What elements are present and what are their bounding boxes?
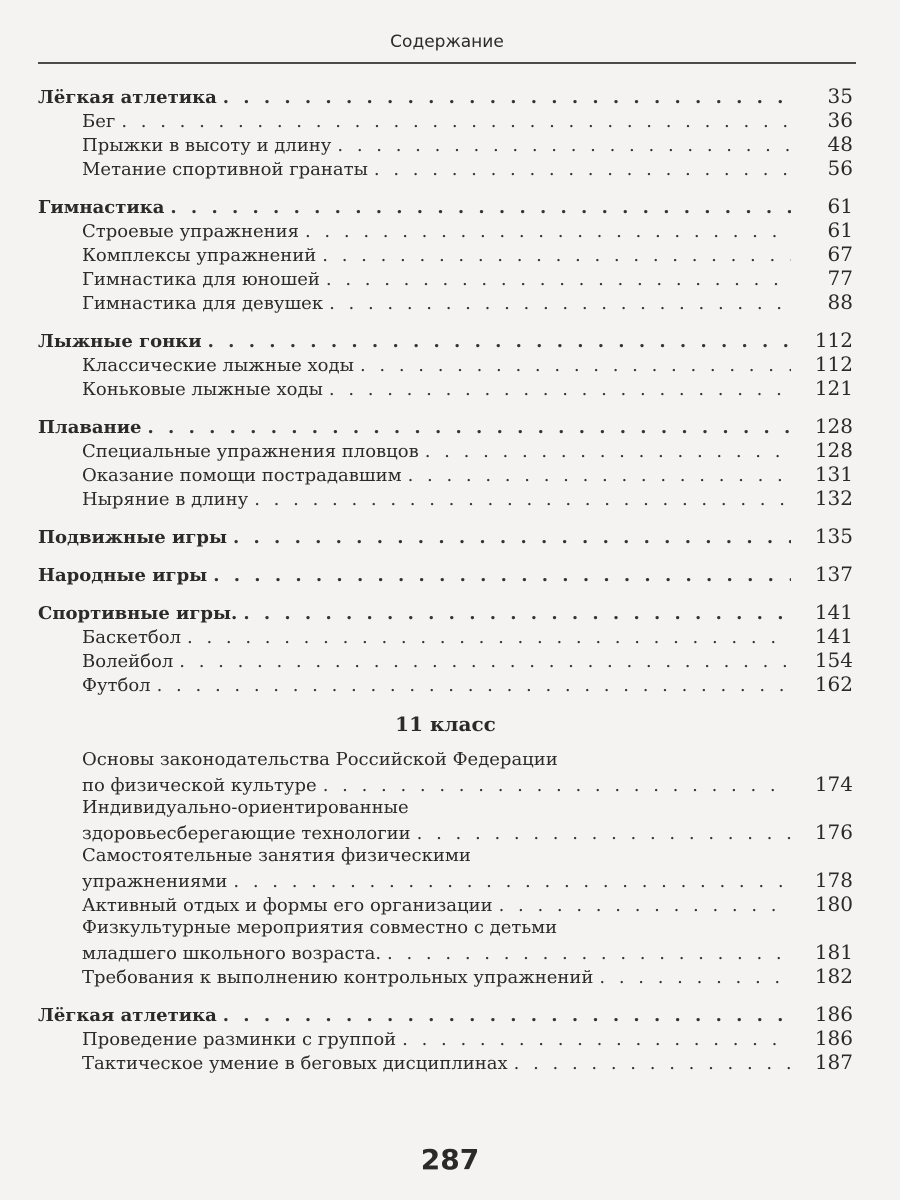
toc-item[interactable] xyxy=(38,820,853,844)
toc-item[interactable] xyxy=(38,376,853,400)
dot-leader xyxy=(243,602,791,626)
page-number: 176 xyxy=(814,820,853,844)
section-title: Подвижные игры xyxy=(38,527,227,548)
dot-leader xyxy=(213,564,791,588)
dot-leader xyxy=(337,134,791,158)
page-number: 187 xyxy=(814,1050,853,1074)
dot-leader xyxy=(425,440,791,464)
page-number: 67 xyxy=(827,242,853,266)
page-number: 178 xyxy=(814,868,853,892)
page-number: 174 xyxy=(814,772,853,796)
item-title: Гимнастика для юношей xyxy=(82,269,320,290)
toc-item[interactable] xyxy=(38,892,853,916)
page-number: 182 xyxy=(814,964,853,988)
toc-item[interactable] xyxy=(38,462,853,486)
class-heading: 11 класс xyxy=(395,712,496,736)
item-title: Классические лыжные ходы xyxy=(82,355,354,376)
section-title: Народные игры xyxy=(38,565,208,586)
section-title: Спортивные игры. xyxy=(38,603,238,624)
toc-item[interactable] xyxy=(38,940,853,964)
item-title: Футбол xyxy=(82,675,151,696)
item-title: Прыжки в высоту и длину xyxy=(82,135,332,156)
toc-item[interactable] xyxy=(38,242,853,266)
toc-section[interactable] xyxy=(38,1002,853,1026)
toc-item-line1: Физкультурные мероприятия совместно с детьми xyxy=(82,917,558,938)
page-number: 128 xyxy=(814,438,853,462)
toc-item[interactable] xyxy=(38,486,853,510)
page-number: 56 xyxy=(827,156,853,180)
item-title: Требования к выполнению контрольных упражнений xyxy=(82,967,594,988)
page-number: 132 xyxy=(814,486,853,510)
toc-item[interactable] xyxy=(38,156,853,180)
toc-item[interactable] xyxy=(38,1050,853,1074)
item-title: Проведение разминки с группой xyxy=(82,1029,397,1050)
running-header xyxy=(38,28,856,64)
page-number: 121 xyxy=(814,376,853,400)
page-number: 48 xyxy=(827,132,853,156)
toc-item[interactable] xyxy=(38,290,853,314)
page-number: 77 xyxy=(827,266,853,290)
page-number: 36 xyxy=(827,108,853,132)
toc-item[interactable] xyxy=(38,132,853,156)
item-title: Баскетбол xyxy=(82,627,182,648)
item-title: упражнениями xyxy=(82,871,228,892)
dot-leader xyxy=(387,942,791,966)
toc-section[interactable] xyxy=(38,84,853,108)
page-number: 180 xyxy=(814,892,853,916)
toc-section[interactable] xyxy=(38,600,853,624)
item-title: младшего школьного возраста. xyxy=(82,943,382,964)
item-title: Комплексы упражнений xyxy=(82,245,317,266)
toc-item[interactable] xyxy=(38,218,853,242)
toc-item[interactable] xyxy=(38,964,853,988)
dot-leader xyxy=(157,674,791,698)
item-title: Строевые упражнения xyxy=(82,221,299,242)
dot-leader xyxy=(499,894,791,918)
page-number: 61 xyxy=(827,194,853,218)
dot-leader xyxy=(179,650,791,674)
toc-section[interactable] xyxy=(38,414,853,438)
item-title: Тактическое умение в беговых дисциплинах xyxy=(82,1053,508,1074)
toc-item-line1: Индивидуально-ориентированные xyxy=(82,797,409,818)
toc-section[interactable] xyxy=(38,194,853,218)
dot-leader xyxy=(170,196,791,220)
dot-leader xyxy=(329,378,791,402)
page-number: 135 xyxy=(814,524,853,548)
dot-leader xyxy=(233,526,791,550)
dot-leader xyxy=(514,1052,791,1076)
toc-item[interactable] xyxy=(38,624,853,648)
toc-item[interactable] xyxy=(38,1026,853,1050)
page-number: 61 xyxy=(827,218,853,242)
toc-item[interactable] xyxy=(38,266,853,290)
item-title: Оказание помощи пострадавшим xyxy=(82,465,402,486)
dot-leader xyxy=(208,330,791,354)
page-number: 141 xyxy=(814,624,853,648)
page-number: 112 xyxy=(814,352,853,376)
section-title: Плавание xyxy=(38,417,142,438)
header-title: Содержание xyxy=(390,32,504,52)
page-number: 128 xyxy=(814,414,853,438)
dot-leader xyxy=(323,774,791,798)
item-title: Активный отдых и формы его организации xyxy=(82,895,493,916)
toc-item[interactable] xyxy=(38,352,853,376)
toc-section[interactable] xyxy=(38,562,853,586)
toc-item[interactable] xyxy=(38,648,853,672)
toc-item[interactable] xyxy=(38,772,853,796)
dot-leader xyxy=(374,158,791,182)
page-number: 131 xyxy=(814,462,853,486)
page-number: 186 xyxy=(814,1002,853,1026)
page-number: 162 xyxy=(814,672,853,696)
dot-leader xyxy=(223,1004,791,1028)
dot-leader xyxy=(599,966,791,990)
dot-leader xyxy=(402,1028,791,1052)
page-number: 35 xyxy=(827,84,853,108)
page-number: 88 xyxy=(827,290,853,314)
item-title: Бег xyxy=(82,111,116,132)
page-number: 137 xyxy=(814,562,853,586)
toc-section[interactable] xyxy=(38,524,853,548)
item-title: здоровьесберегающие технологии xyxy=(82,823,411,844)
item-title: Волейбол xyxy=(82,651,174,672)
dot-leader xyxy=(329,292,791,316)
dot-leader xyxy=(326,268,791,292)
dot-leader xyxy=(148,416,792,440)
dot-leader xyxy=(360,354,791,378)
toc-item[interactable] xyxy=(38,868,853,892)
dot-leader xyxy=(417,822,791,846)
item-title: Метание спортивной гранаты xyxy=(82,159,368,180)
section-title: Лёгкая атлетика xyxy=(38,87,217,108)
page-number: 186 xyxy=(814,1026,853,1050)
section-title: Лыжные гонки xyxy=(38,331,202,352)
dot-leader xyxy=(223,86,791,110)
item-title: Специальные упражнения пловцов xyxy=(82,441,419,462)
toc-item[interactable] xyxy=(38,108,853,132)
dot-leader xyxy=(233,870,791,894)
page-number-footer: 287 xyxy=(420,1143,480,1176)
page-number: 141 xyxy=(814,600,853,624)
dot-leader xyxy=(322,244,791,268)
toc-item[interactable] xyxy=(38,438,853,462)
toc-item-line1: Основы законодательства Российской Федерации xyxy=(82,749,558,770)
dot-leader xyxy=(408,464,791,488)
dot-leader xyxy=(254,488,791,512)
page-number: 154 xyxy=(814,648,853,672)
page-number: 181 xyxy=(814,940,853,964)
item-title: Гимнастика для девушек xyxy=(82,293,324,314)
dot-leader xyxy=(121,110,791,134)
section-title: Лёгкая атлетика xyxy=(38,1005,217,1026)
table-of-contents xyxy=(38,84,853,1074)
item-title: Ныряние в длину xyxy=(82,489,249,510)
toc-item[interactable] xyxy=(38,672,853,696)
toc-item-line1: Самостоятельные занятия физическими xyxy=(82,845,471,866)
item-title: Коньковые лыжные ходы xyxy=(82,379,323,400)
dot-leader xyxy=(305,220,791,244)
section-title: Гимнастика xyxy=(38,197,165,218)
toc-section[interactable] xyxy=(38,328,853,352)
item-title: по физической культуре xyxy=(82,775,317,796)
page-number: 112 xyxy=(814,328,853,352)
dot-leader xyxy=(187,626,791,650)
